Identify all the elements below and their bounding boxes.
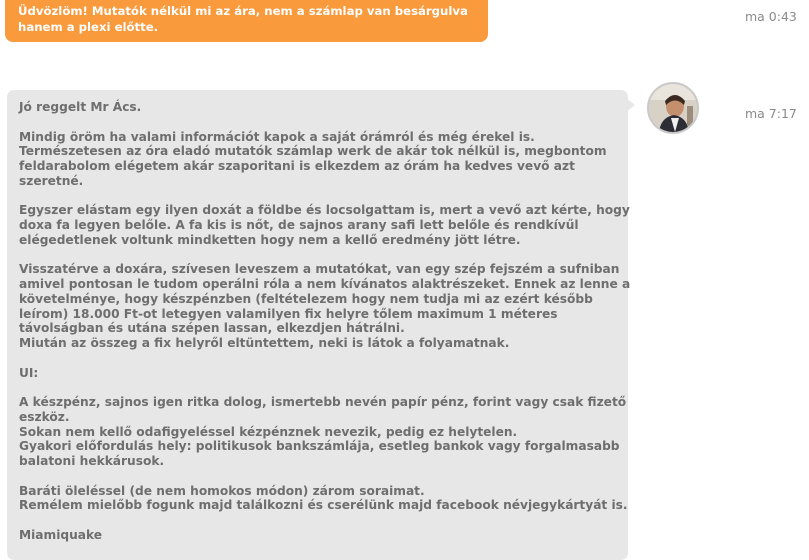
message-line: szeretné. [19,173,84,188]
message-line: távolságban és utána szépen lassan, elkezdjen hátrálni. [19,321,405,336]
message-line: A készpénz, sajnos igen ritka dolog, ismertebb nevén papír pénz, forint vagy csak fizető [19,395,627,409]
message-line: követelménye, hogy készpénzben (feltételezem hogy nem tudja mi az ezért később [19,291,593,306]
message-line: Gyakori előfordulás hely: politikusok bankszámlája, esetleg bankok vagy forgalmasabb [19,439,620,454]
sender-avatar[interactable] [647,82,699,134]
paragraph-gap [19,248,628,263]
message-line: Mindig öröm ha valami információt kapok a saját órámról és még érekel is. [19,129,535,144]
paragraph-gap [19,513,628,528]
message-line: elégedetlenek voltunk mindketten hogy nem a kellő eredmény jött létre. [19,232,521,247]
paragraph-gap [19,380,628,395]
message-line: Visszatérve a doxára, szívesen leveszem a mutatókat, van egy szép fejszém a sufniban [19,262,620,277]
outgoing-message-bubble [5,0,488,42]
message-line: Baráti öleléssel (de nem homokos módon) zárom soraimat. [19,483,425,498]
incoming-message-bubble [7,90,631,560]
message-line: feldarabolom elégetem akár szaporitani is elkezdem az órám ha kedves vevő azt [19,159,575,173]
message-line: amivel pontosan le tudom operálni róla a nem kívánatos alaktrészeket. Ennek az lenne a [19,277,631,291]
message-line: Remélem mielőbb fogunk majd találkozni és cserélünk majd facebook névjegykártyát is. [19,498,628,513]
message-line: balatoni hekkárusok. [19,454,165,468]
paragraph-gap [19,351,628,366]
message-line: Egyszer elástam egy ilyen doxát a földbe és locsolgattam is, mert a vevő azt kérte, hogy [19,203,630,218]
message-line: hanem a plexi előtte. [18,20,159,34]
paragraph-gap [19,189,628,204]
message-line: UI: [19,365,39,380]
message-line: Miután az összeg a fix helyről eltüntettem, neki is látok a folyamatnak. [19,336,510,350]
message-timestamp: ma 7:17 [745,106,797,121]
message-timestamp: ma 0:43 [745,9,797,24]
message-line: doxa fa legyen belőle. A fa kis is nőt, de sajnos arany safi lett belőle és rendkívűl [19,218,579,232]
message-line: leírom) 18.000 Ft-ot letegyen valamilyen fix helyre tőlem maximum 1 méteres [19,306,558,321]
message-line: Sokan nem kellő odafigyeléssel kézpénznek nevezik, pedig ez helytelen. [19,424,518,439]
paragraph-gap [19,115,628,130]
message-line: Természetesen az óra eladó mutatók számlap werk de akár tok nélkül is, megbontom [19,144,607,159]
message-line: Üdvözlöm! Mutatók nélkül mi az ára, nem a számlap van besárgulva [18,4,468,18]
user-avatar-photo-icon [649,84,697,132]
paragraph-gap [19,469,628,484]
message-line: Jó reggelt Mr Ács. [19,100,142,114]
message-line: eszköz. [19,409,70,424]
message-line: Miamiquake [19,527,103,542]
